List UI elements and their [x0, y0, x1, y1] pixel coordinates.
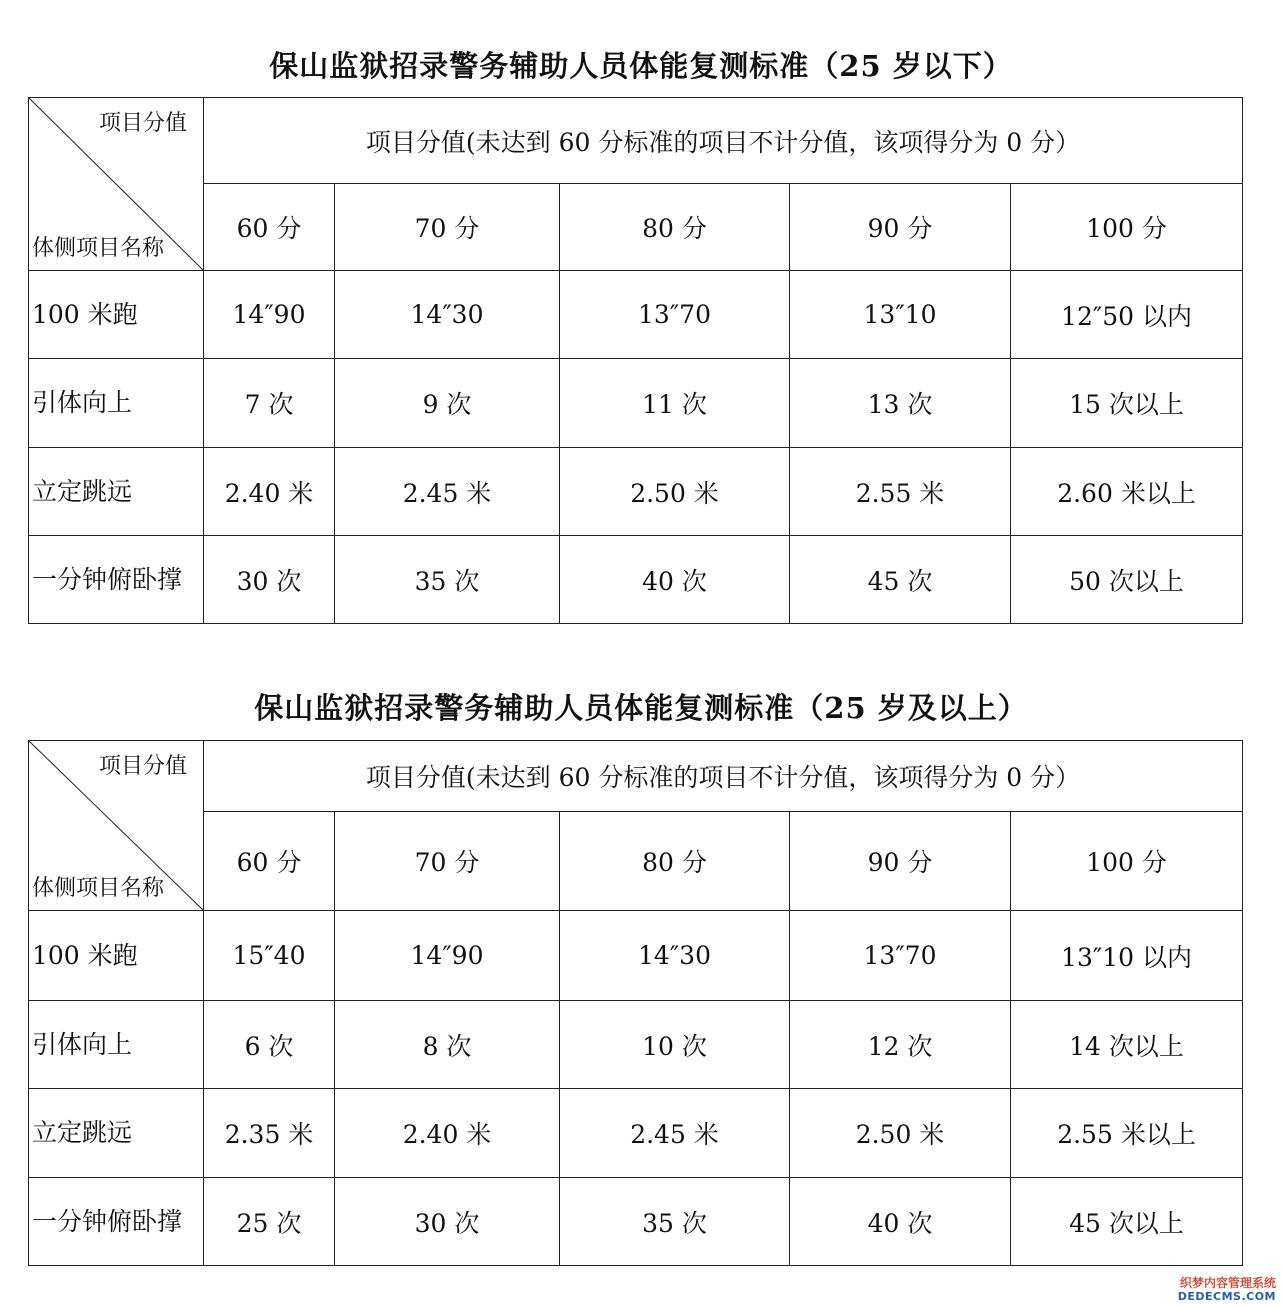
item-name-cell: 一分钟俯卧撑 [29, 536, 204, 624]
value-cell: 45 次 [790, 536, 1011, 624]
value-cell: 13 次 [790, 359, 1011, 448]
value-cell: 2.50 米 [790, 1089, 1011, 1178]
score-column-header: 80 分 [560, 184, 790, 271]
corner-label-item-name: 体侧项目名称 [32, 236, 165, 261]
item-name-cell: 引体向上 [29, 359, 204, 448]
table-row [29, 1178, 1243, 1266]
value-cell: 35 次 [335, 536, 560, 624]
value-cell: 15 次以上 [1011, 359, 1243, 448]
value-cell: 13″10 [790, 271, 1011, 359]
value-cell: 7 次 [204, 359, 335, 448]
value-cell: 2.55 米以上 [1011, 1089, 1243, 1178]
value-cell: 15″40 [204, 911, 335, 1001]
value-cell: 2.45 米 [335, 448, 560, 536]
fitness-standard-table-under-25 [28, 97, 1243, 624]
table-row [29, 911, 1243, 1001]
score-column-header: 70 分 [335, 812, 560, 911]
table-title-25-and-over: 保山监狱招录警务辅助人员体能复测标准（25 岁及以上） [254, 691, 1028, 725]
value-cell: 25 次 [204, 1178, 335, 1266]
watermark-line-2: DEDECMS.COM [1177, 1290, 1276, 1303]
value-cell: 10 次 [560, 1001, 790, 1089]
watermark-line-1: 织梦内容管理系统 [1179, 1276, 1276, 1290]
corner-header-cell [29, 98, 204, 271]
value-cell: 2.50 米 [560, 448, 790, 536]
value-cell: 40 次 [790, 1178, 1011, 1266]
item-name-cell: 100 米跑 [29, 271, 204, 359]
corner-label-score: 项目分值 [98, 754, 187, 779]
score-column-header: 90 分 [790, 812, 1011, 911]
score-column-header: 80 分 [560, 812, 790, 911]
value-cell: 13″70 [560, 271, 790, 359]
value-cell: 2.55 米 [790, 448, 1011, 536]
item-name-cell: 立定跳远 [29, 448, 204, 536]
value-cell: 9 次 [335, 359, 560, 448]
value-cell: 13″70 [790, 911, 1011, 1001]
fitness-standard-table-25-and-over [28, 740, 1243, 1266]
table-title-under-25: 保山监狱招录警务辅助人员体能复测标准（25 岁以下） [269, 49, 1013, 83]
score-header-wide: 项目分值(未达到 60 分标准的项目不计分值，该项得分为 0 分） [204, 741, 1243, 812]
table-row [29, 536, 1243, 624]
value-cell: 2.60 米以上 [1011, 448, 1243, 536]
score-column-header: 100 分 [1011, 812, 1243, 911]
value-cell: 14 次以上 [1011, 1001, 1243, 1089]
value-cell: 8 次 [335, 1001, 560, 1089]
value-cell: 12 次 [790, 1001, 1011, 1089]
item-name-cell: 立定跳远 [29, 1089, 204, 1178]
table-row [29, 359, 1243, 448]
score-column-header: 90 分 [790, 184, 1011, 271]
value-cell: 13″10 以内 [1011, 911, 1243, 1001]
value-cell: 12″50 以内 [1011, 271, 1243, 359]
table-row [29, 448, 1243, 536]
score-column-header: 100 分 [1011, 184, 1243, 271]
site-watermark [1178, 1277, 1276, 1303]
value-cell: 2.45 米 [560, 1089, 790, 1178]
corner-label-item-name: 体侧项目名称 [32, 876, 165, 901]
corner-header-cell [29, 741, 204, 911]
value-cell: 50 次以上 [1011, 536, 1243, 624]
item-name-cell: 一分钟俯卧撑 [29, 1178, 204, 1266]
value-cell: 30 次 [335, 1178, 560, 1266]
item-name-cell: 100 米跑 [29, 911, 204, 1001]
table-row [29, 1001, 1243, 1089]
item-name-cell: 引体向上 [29, 1001, 204, 1089]
value-cell: 14″90 [204, 271, 335, 359]
corner-label-score: 项目分值 [98, 111, 187, 136]
value-cell: 6 次 [204, 1001, 335, 1089]
value-cell: 14″90 [335, 911, 560, 1001]
value-cell: 40 次 [560, 536, 790, 624]
score-header-wide: 项目分值(未达到 60 分标准的项目不计分值，该项得分为 0 分） [204, 98, 1243, 184]
value-cell: 2.40 米 [335, 1089, 560, 1178]
table-row [29, 271, 1243, 359]
value-cell: 2.35 米 [204, 1089, 335, 1178]
score-column-header: 70 分 [335, 184, 560, 271]
value-cell: 14″30 [335, 271, 560, 359]
table-row [29, 1089, 1243, 1178]
value-cell: 35 次 [560, 1178, 790, 1266]
score-column-header: 60 分 [204, 812, 335, 911]
value-cell: 30 次 [204, 536, 335, 624]
value-cell: 14″30 [560, 911, 790, 1001]
value-cell: 2.40 米 [204, 448, 335, 536]
score-column-header: 60 分 [204, 184, 335, 271]
value-cell: 45 次以上 [1011, 1178, 1243, 1266]
value-cell: 11 次 [560, 359, 790, 448]
